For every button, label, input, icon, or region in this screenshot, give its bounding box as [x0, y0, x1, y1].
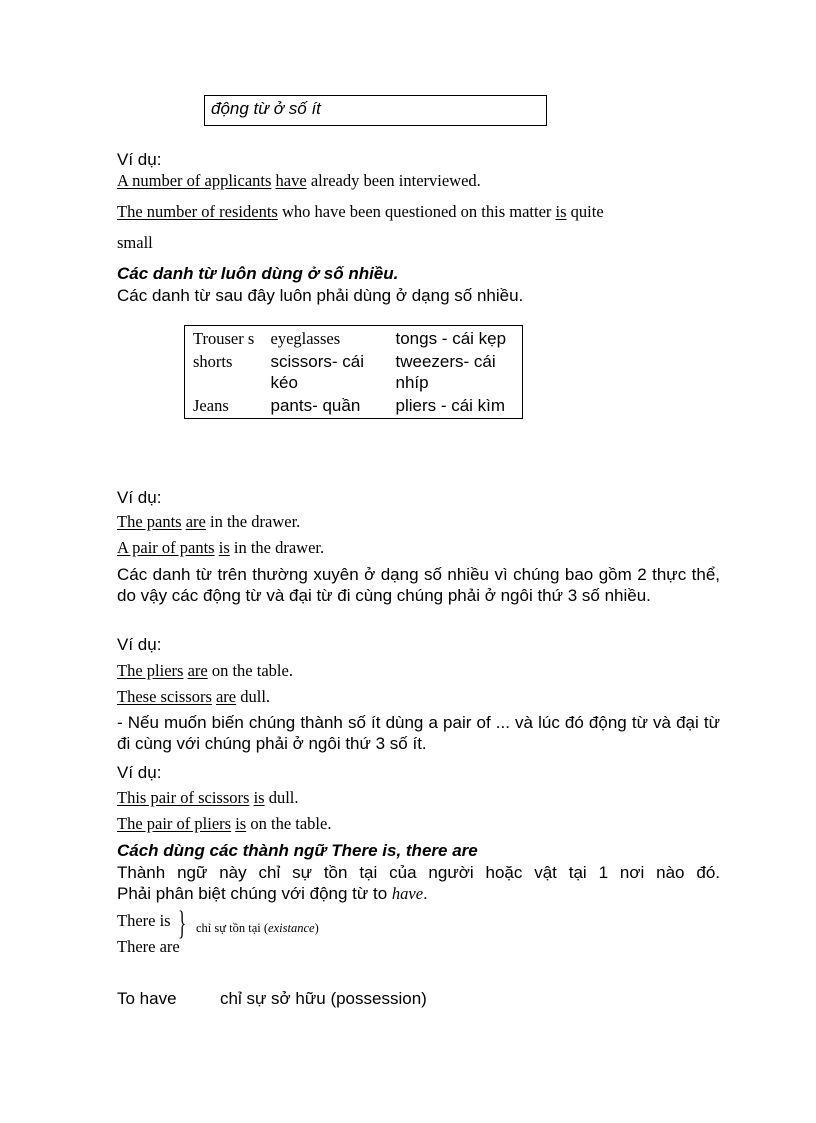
example-sentence-cont: small — [117, 233, 153, 252]
subject: The number of residents — [117, 202, 278, 221]
table-row — [185, 393, 523, 419]
rest: quite — [566, 202, 604, 221]
text: . — [423, 884, 428, 903]
there-is: There is — [117, 911, 171, 930]
example-sentence — [117, 512, 300, 532]
example-sentence — [117, 171, 481, 191]
example-sentence — [117, 687, 270, 707]
verb: have — [275, 171, 307, 190]
cell-text: Trouser s — [193, 329, 255, 348]
example-label: Ví dụ: — [117, 763, 162, 782]
subject: The pants — [117, 512, 182, 531]
example-sentence — [117, 661, 293, 681]
rest: in the drawer. — [229, 538, 325, 557]
table-row — [185, 326, 523, 350]
subject: A pair of pants — [117, 538, 215, 557]
text: chỉ sự tồn tại ( — [196, 921, 269, 935]
table-cell: pliers - cái kìm — [395, 396, 506, 415]
paragraph-line: Thành ngữ này chỉ sự tồn tại của người hoặc vật tại 1 nơi nào đó. — [117, 863, 720, 882]
rest: on the table. — [246, 814, 332, 833]
section-heading: Cách dùng các thành ngữ There is, there are — [117, 841, 478, 860]
text: existance — [268, 921, 315, 935]
subject: This pair of scissors — [117, 788, 250, 807]
example-sentence — [117, 538, 324, 558]
paragraph: - Nếu muốn biến chúng thành số ít dùng a pair of ... và lúc đó động từ và đại từ đi cùng với chúng phải ở ngôi thứ 3 số ít. — [117, 713, 720, 753]
text: Phải phân biệt chúng với động từ to — [117, 884, 392, 903]
subject: These scissors — [117, 687, 212, 706]
verb: are — [185, 512, 206, 531]
example-label: Ví dụ: — [117, 150, 162, 169]
section-intro: Các danh từ sau đây luôn phải dùng ở dạng số nhiều. — [117, 286, 524, 305]
table-cell: eyeglasses — [270, 329, 341, 348]
table-cell: tweezers- cái nhíp — [395, 352, 496, 392]
top-box — [204, 95, 547, 126]
table-cell — [185, 326, 263, 350]
paragraph-line — [117, 884, 428, 904]
example-sentence — [117, 788, 299, 808]
rest: dull. — [236, 687, 271, 706]
top-box-text: động từ ở số ít — [211, 99, 321, 118]
table-cell: shorts — [193, 352, 233, 371]
subject: The pliers — [117, 661, 184, 680]
example-label: Ví dụ: — [117, 635, 162, 654]
table-cell: tongs - cái kẹp — [395, 329, 507, 348]
paragraph: Các danh từ trên thường xuyên ở dạng số nhiều vì chúng bao gồm 2 thực thể, do vậy các động từ và đại từ đi cùng chúng phải ở ngôi thứ 3 số nhiều. — [117, 565, 720, 605]
existence-note — [196, 921, 319, 936]
rest: dull. — [264, 788, 299, 807]
brace-icon: } — [178, 905, 187, 942]
middle: who have been questioned on this matter — [277, 202, 556, 221]
verb: are — [215, 687, 237, 706]
text: ) — [314, 921, 319, 935]
rest: on the table. — [207, 661, 293, 680]
verb: is — [235, 814, 247, 833]
table-cell: Jeans — [193, 396, 229, 415]
verb: is — [218, 538, 230, 557]
table-cell: scissors- cái kéo — [270, 352, 365, 392]
plural-nouns-table — [184, 325, 523, 419]
verb: is — [253, 788, 265, 807]
rest: already been interviewed. — [306, 171, 481, 190]
possession-note: chỉ sự sở hữu (possession) — [220, 989, 427, 1008]
section-heading: Các danh từ luôn dùng ở số nhiều. — [117, 264, 399, 283]
example-sentence — [117, 202, 604, 222]
example-sentence — [117, 814, 331, 834]
subject: The pair of pliers — [117, 814, 232, 833]
rest: in the drawer. — [205, 512, 301, 531]
subject: A number of applicants — [117, 171, 272, 190]
example-label: Ví dụ: — [117, 488, 162, 507]
table-row — [185, 349, 523, 393]
have-word: have — [391, 884, 424, 903]
to-have: To have — [117, 989, 177, 1008]
verb: is — [555, 202, 567, 221]
verb: are — [187, 661, 208, 680]
there-are: There are — [117, 937, 180, 956]
table-cell: pants- quần — [270, 396, 361, 415]
